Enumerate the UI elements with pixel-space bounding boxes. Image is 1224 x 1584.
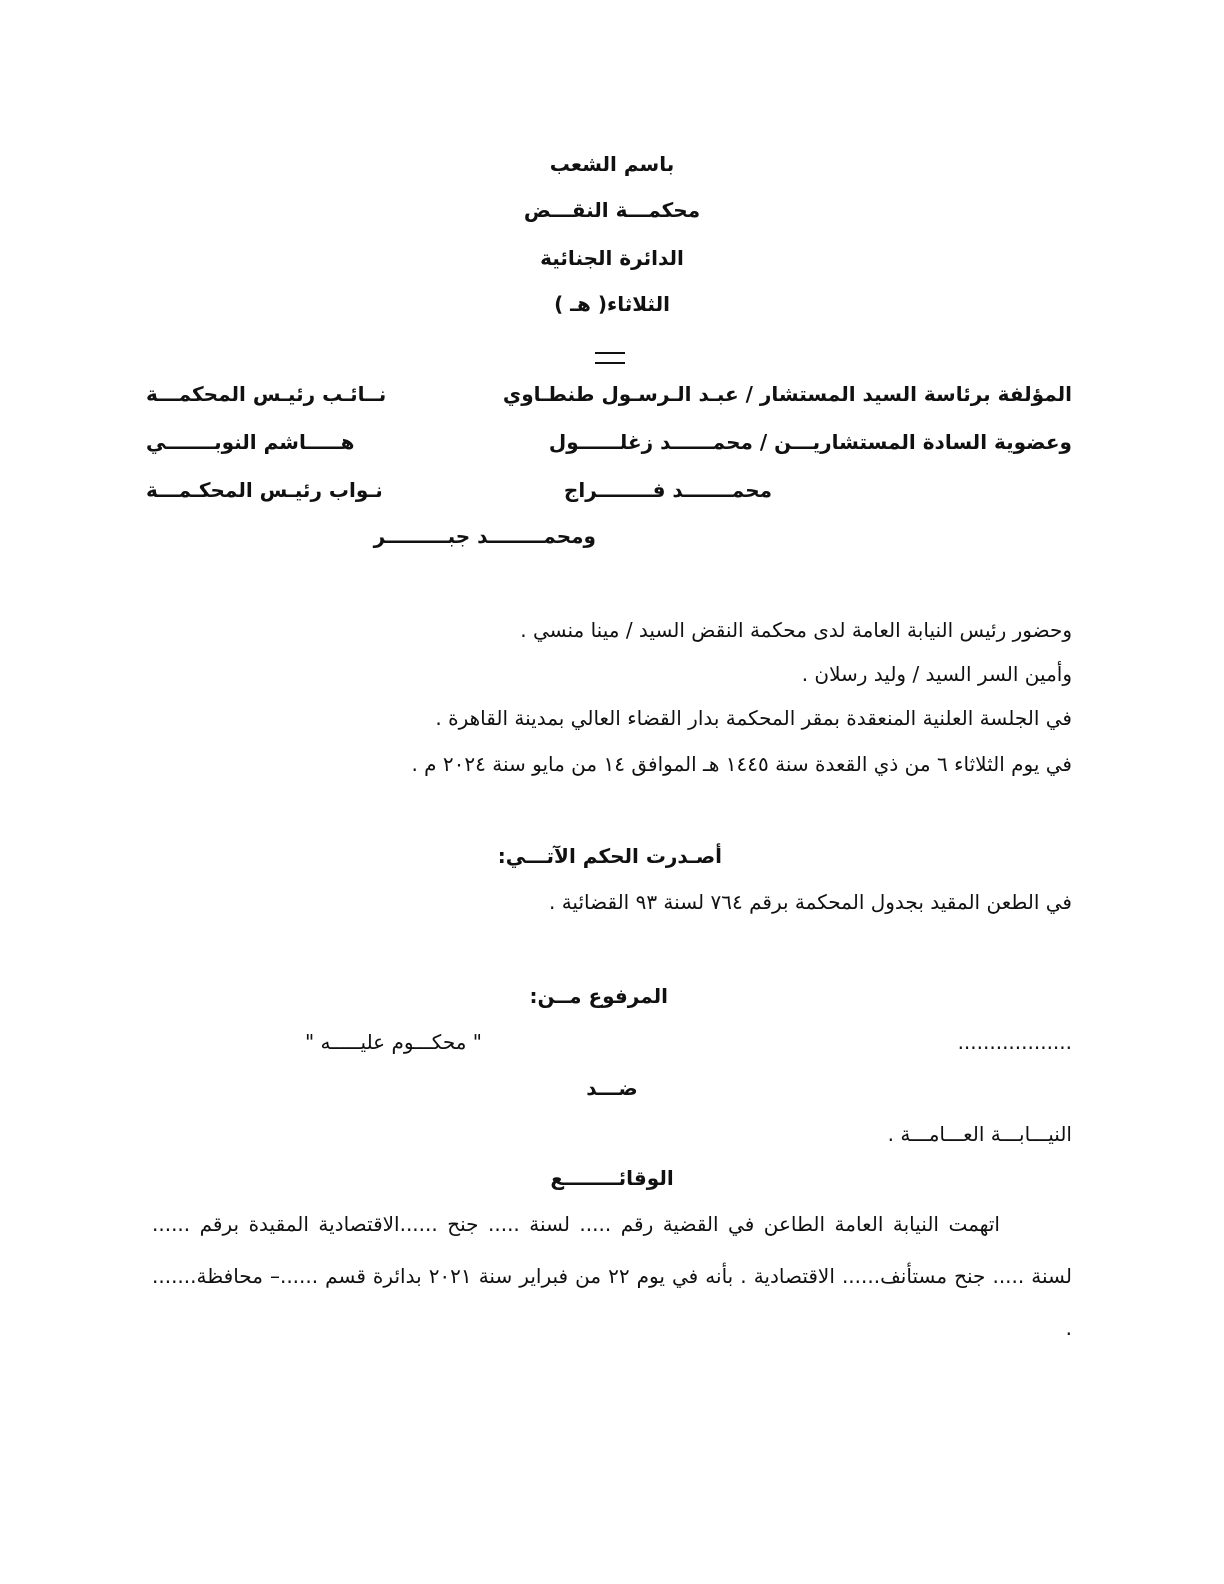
double-rule-divider xyxy=(595,352,625,364)
facts-heading: الوقائــــــــع xyxy=(550,1166,674,1190)
appellant-name: .................. xyxy=(957,1030,1072,1054)
session-date: في يوم الثلاثاء ٦ من ذي القعدة سنة ١٤٤٥ هـ الموافق ١٤ من مايو سنة ٢٠٢٤ م . xyxy=(411,752,1072,776)
appellant-heading: المرفوع مــن: xyxy=(529,984,668,1008)
session-place: في الجلسة العلنية المنعقدة بمقر المحكمة بدار القضاء العالي بمدينة القاهرة . xyxy=(435,706,1072,730)
panel-member-3: محمـــــــد فــــــــراج xyxy=(563,478,772,502)
header-in-the-name-of-people: باسم الشعب xyxy=(549,152,675,176)
session-secretary: وأمين السر السيد / وليد رسلان . xyxy=(801,662,1072,686)
panel-member-4: ومحمــــــــد جبـــــــــر xyxy=(373,524,596,548)
panel-members-title: نـواب رئيـس المحكـمـــة xyxy=(146,478,383,502)
ruling-heading: أصـدرت الحكم الآتـــي: xyxy=(497,844,722,868)
header-circuit: الدائرة الجنائية xyxy=(540,246,684,270)
panel-members: وعضوية السادة المستشاريـــن / محمــــــد زغلــــــول xyxy=(548,430,1072,454)
session-prosecutor: وحضور رئيس النيابة العامة لدى محكمة النقض السيد / مينا منسي . xyxy=(520,618,1072,642)
ruling-appeal-number: في الطعن المقيد بجدول المحكمة برقم ٧٦٤ لسنة ٩٣ القضائية . xyxy=(548,890,1072,914)
panel-member-2: هـــــاشم النوبـــــــي xyxy=(146,430,355,454)
header-day: الثلاثاء( هـ ) xyxy=(554,292,670,316)
respondent: النيـــابـــة العـــامـــة . xyxy=(887,1122,1072,1146)
appellant-role: " محكـــوم عليـــــه " xyxy=(304,1030,482,1054)
panel-presiding-title: نــائـب رئيـس المحكمـــة xyxy=(146,382,387,406)
against-label: ضـــد xyxy=(586,1076,638,1100)
panel-presiding: المؤلفة برئاسة السيد المستشار / عبـد الـرسـول طنطـاوي xyxy=(502,382,1072,406)
header-court-name: محكمـــة النقـــض xyxy=(523,198,701,222)
facts-paragraph: اتهمت النيابة العامة الطاعن في القضية رقم ..... لسنة ..... جنح ......الاقتصادية المقيدة برقم ...... لسنة ..... جنح مستأنف...... الاقتصادية . بأنه في يوم ٢٢ من فبراير سنة ٢٠٢١ بدائرة قسم ......– محافظة....... . xyxy=(152,1212,1072,1340)
